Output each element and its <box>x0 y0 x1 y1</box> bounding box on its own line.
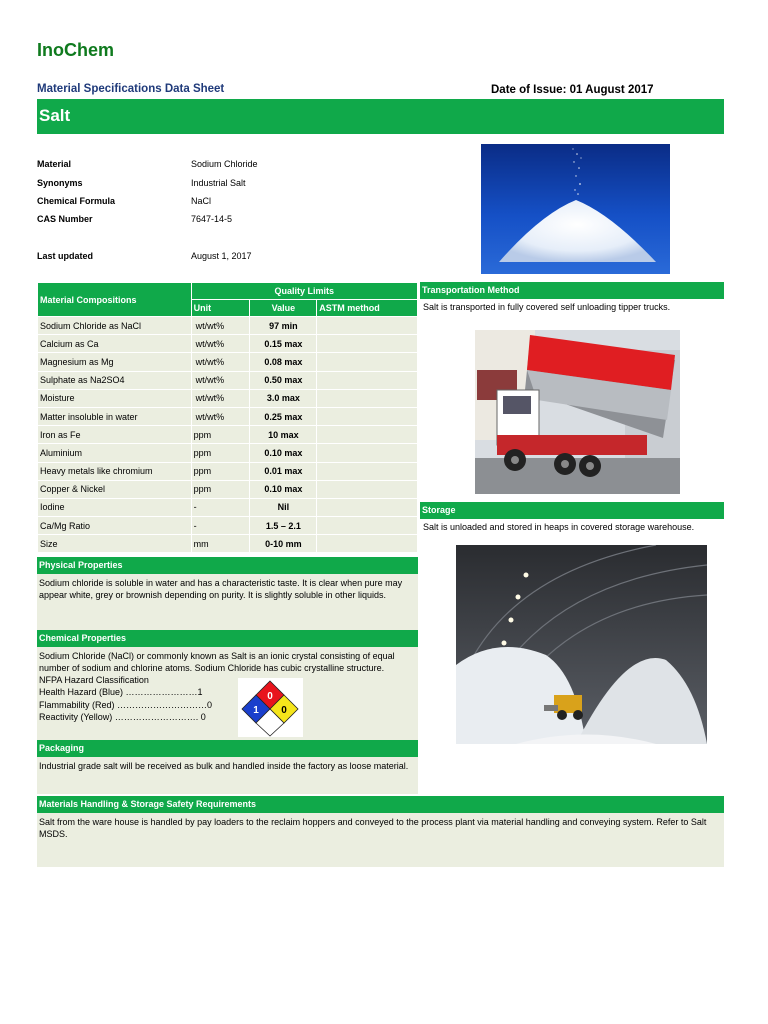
row-astm <box>317 353 418 371</box>
row-astm <box>317 480 418 498</box>
hazard-health: Health Hazard (Blue) ……………………1 <box>39 687 203 698</box>
row-astm <box>317 335 418 353</box>
chemical-properties-panel <box>37 647 418 740</box>
handling-text: Salt from the ware house is handled by pay loaders to the reclaim hoppers and conveyed to the process plant via material handling and conveying system. Refer to Salt MSDS. <box>37 813 724 867</box>
table-row <box>38 426 418 444</box>
row-name: Size <box>38 535 192 553</box>
product-name: Salt <box>39 106 71 125</box>
packaging-header: Packaging <box>37 740 418 757</box>
info-value-formula: NaCl <box>191 196 212 206</box>
handling-header: Materials Handling & Storage Safety Requirements <box>37 796 724 813</box>
row-unit: wt/wt% <box>191 389 250 407</box>
row-name: Ca/Mg Ratio <box>38 517 192 535</box>
row-value: 10 max <box>250 426 317 444</box>
table-row <box>38 535 418 553</box>
storage-header: Storage <box>420 502 724 519</box>
table-row <box>38 517 418 535</box>
row-astm <box>317 444 418 462</box>
row-value: 1.5 – 2.1 <box>250 517 317 535</box>
unit-header: Unit <box>191 300 250 317</box>
row-unit: wt/wt% <box>191 335 250 353</box>
storage-text: Salt is unloaded and stored in heaps in covered storage warehouse. <box>423 522 695 532</box>
table-row <box>38 335 418 353</box>
nfpa-flammability-value: 0 <box>267 691 273 702</box>
row-value: 97 min <box>250 317 317 335</box>
row-value: 0.10 max <box>250 444 317 462</box>
nfpa-health-value: 1 <box>253 705 259 716</box>
row-astm <box>317 535 418 553</box>
row-astm <box>317 462 418 480</box>
table-row <box>38 407 418 425</box>
row-value: 3.0 max <box>250 389 317 407</box>
row-astm <box>317 498 418 516</box>
table-row <box>38 480 418 498</box>
row-unit: mm <box>191 535 250 553</box>
row-astm <box>317 426 418 444</box>
transport-header: Transportation Method <box>420 282 724 299</box>
row-name: Iron as Fe <box>38 426 192 444</box>
info-value-material: Sodium Chloride <box>191 159 258 169</box>
quality-limits-header: Quality Limits <box>191 283 417 300</box>
info-label-formula: Chemical Formula <box>37 196 116 206</box>
row-value: 0.50 max <box>250 371 317 389</box>
info-label-synonyms: Synonyms <box>37 178 83 188</box>
row-astm <box>317 517 418 535</box>
row-unit: wt/wt% <box>191 371 250 389</box>
row-name: Sulphate as Na2SO4 <box>38 371 192 389</box>
row-unit: - <box>191 517 250 535</box>
physical-properties-header: Physical Properties <box>37 557 418 574</box>
row-value: 0.15 max <box>250 335 317 353</box>
document-title: Material Specifications Data Sheet <box>37 83 225 95</box>
info-label-cas: CAS Number <box>37 214 93 224</box>
salt-pile-photo <box>481 144 670 274</box>
row-value: 0.08 max <box>250 353 317 371</box>
row-unit: - <box>191 498 250 516</box>
row-name: Iodine <box>38 498 192 516</box>
row-astm <box>317 389 418 407</box>
row-astm <box>317 371 418 389</box>
composition-header-row <box>38 283 418 300</box>
hazard-reactivity: Reactivity (Yellow) ………………………. 0 <box>39 711 206 722</box>
table-row <box>38 498 418 516</box>
value-header: Value <box>250 300 317 317</box>
nfpa-title: NFPA Hazard Classification <box>39 675 149 686</box>
row-astm <box>317 317 418 335</box>
physical-properties-text: Sodium chloride is soluble in water and has a characteristic taste. It is clear when pure may appear white, grey or brownish depending on purity. It is slightly soluble in other liquids. <box>37 574 418 631</box>
table-row <box>38 462 418 480</box>
row-name: Heavy metals like chromium <box>38 462 192 480</box>
row-name: Aluminium <box>38 444 192 462</box>
nfpa-reactivity-value: 0 <box>281 705 287 716</box>
row-unit: ppm <box>191 480 250 498</box>
row-name: Moisture <box>38 389 192 407</box>
row-unit: wt/wt% <box>191 317 250 335</box>
table-row <box>38 444 418 462</box>
row-astm <box>317 407 418 425</box>
packaging-text: Industrial grade salt will be received as bulk and handled inside the factory as loose material. <box>37 757 418 794</box>
row-unit: wt/wt% <box>191 353 250 371</box>
row-value: 0.01 max <box>250 462 317 480</box>
info-value-cas: 7647-14-5 <box>191 214 233 224</box>
info-value-updated: August 1, 2017 <box>191 251 252 261</box>
row-value: 0.25 max <box>250 407 317 425</box>
astm-header: ASTM method <box>317 300 418 317</box>
row-name: Sodium Chloride as NaCl <box>38 317 192 335</box>
row-name: Matter insoluble in water <box>38 407 192 425</box>
row-value: 0.10 max <box>250 480 317 498</box>
table-row <box>38 371 418 389</box>
row-value: Nil <box>250 498 317 516</box>
table-row <box>38 389 418 407</box>
table-row <box>38 353 418 371</box>
row-name: Calcium as Ca <box>38 335 192 353</box>
brand-name: InoChem <box>37 40 115 60</box>
tipper-truck-photo <box>475 330 680 494</box>
hazard-flammability: Flammability (Red) …………………………0 <box>39 699 213 710</box>
composition-table <box>37 282 418 553</box>
row-value: 0-10 mm <box>250 535 317 553</box>
row-unit: ppm <box>191 462 250 480</box>
row-name: Magnesium as Mg <box>38 353 192 371</box>
transport-text: Salt is transported in fully covered self unloading tipper trucks. <box>423 302 671 312</box>
product-title-bar <box>37 99 724 134</box>
info-label-updated: Last updated <box>37 251 94 261</box>
row-name: Copper & Nickel <box>38 480 192 498</box>
row-unit: ppm <box>191 426 250 444</box>
storage-warehouse-photo <box>456 545 707 744</box>
chemical-properties-text: Sodium Chloride (NaCl) or commonly known as Salt is an ionic crystal consisting of equal number of sodium and chlorine atoms. Sodium Chloride has cubic crystalline structure. <box>39 651 395 674</box>
row-unit: wt/wt% <box>191 407 250 425</box>
issue-date: Date of Issue: 01 August 2017 <box>491 84 654 96</box>
nfpa-diamond <box>238 678 303 737</box>
composition-title: Material Compositions <box>38 283 192 317</box>
info-label-material: Material <box>37 159 72 169</box>
table-row <box>38 317 418 335</box>
chemical-properties-header: Chemical Properties <box>37 630 418 647</box>
row-unit: ppm <box>191 444 250 462</box>
info-value-synonyms: Industrial Salt <box>191 178 246 188</box>
